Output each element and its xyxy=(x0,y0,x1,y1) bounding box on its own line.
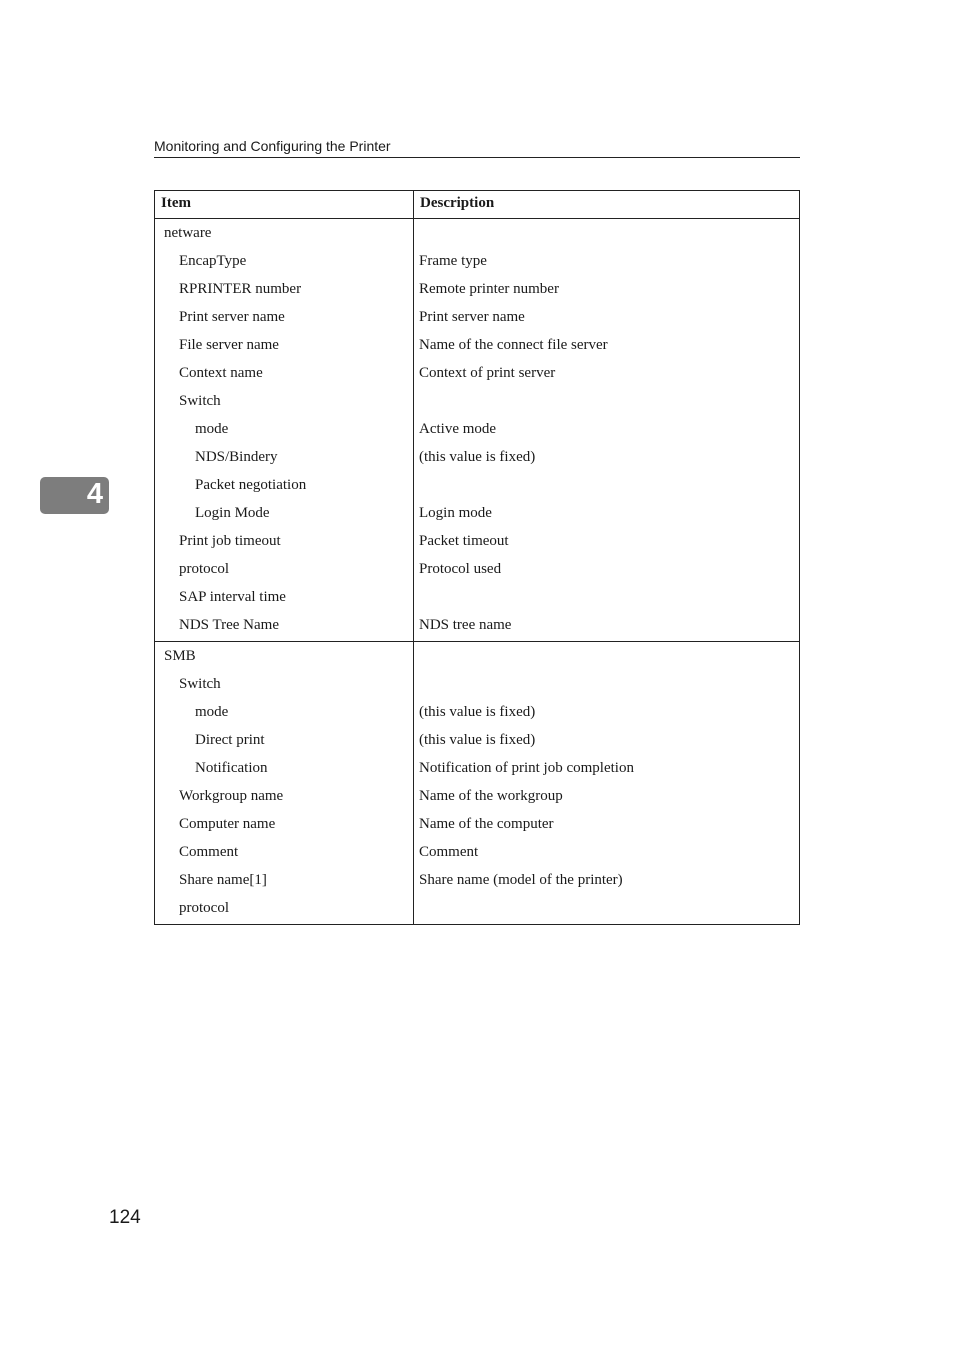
description-column xyxy=(414,642,799,924)
item-cell: File server name xyxy=(179,337,279,353)
description-column xyxy=(414,219,799,641)
description-cell: (this value is fixed) xyxy=(419,732,536,748)
description-cell: Comment xyxy=(419,844,479,860)
description-cell: Remote printer number xyxy=(419,281,559,297)
item-cell: SMB xyxy=(164,648,196,664)
settings-table xyxy=(154,190,800,925)
running-header: Monitoring and Configuring the Printer xyxy=(154,138,800,158)
description-cell: (this value is fixed) xyxy=(419,449,536,465)
table-section xyxy=(155,219,799,641)
description-cell: Protocol used xyxy=(419,561,502,577)
page-number: 124 xyxy=(109,1207,141,1228)
item-cell: Context name xyxy=(179,365,263,381)
item-cell: Packet negotiation xyxy=(195,477,307,493)
item-cell: Computer name xyxy=(179,816,276,832)
description-cell: Login mode xyxy=(419,505,492,521)
description-cell: NDS tree name xyxy=(419,617,512,633)
item-cell: Switch xyxy=(179,676,221,692)
table-header-row xyxy=(155,191,799,219)
description-cell: Name of the connect file server xyxy=(419,337,608,353)
item-cell: SAP interval time xyxy=(179,589,286,605)
item-cell: NDS/Bindery xyxy=(195,449,278,465)
item-cell: Share name[1] xyxy=(179,872,267,888)
item-cell: netware xyxy=(164,225,212,241)
item-cell: protocol xyxy=(179,561,229,577)
chapter-number: 4 xyxy=(86,478,103,510)
item-cell: NDS Tree Name xyxy=(179,617,279,633)
column-header-description: Description xyxy=(420,195,495,211)
description-cell: Notification of print job completion xyxy=(419,760,634,776)
item-cell: Print job timeout xyxy=(179,533,281,549)
description-cell xyxy=(414,896,799,924)
table-section xyxy=(155,641,799,924)
description-cell xyxy=(414,221,799,249)
item-cell: EncapType xyxy=(179,253,247,269)
item-cell: Direct print xyxy=(195,732,265,748)
item-cell: protocol xyxy=(179,900,229,916)
item-cell: RPRINTER number xyxy=(179,281,302,297)
description-cell: Name of the computer xyxy=(419,816,554,832)
description-cell: Packet timeout xyxy=(419,533,509,549)
description-cell xyxy=(414,389,799,417)
description-cell: Context of print server xyxy=(419,365,556,381)
chapter-tab xyxy=(40,477,109,514)
item-cell: Workgroup name xyxy=(179,788,284,804)
description-cell xyxy=(414,672,799,700)
table-body xyxy=(155,219,799,924)
item-cell: Comment xyxy=(179,844,239,860)
item-column xyxy=(155,642,414,924)
item-cell: Notification xyxy=(195,760,268,776)
item-column xyxy=(155,219,414,641)
description-cell: (this value is fixed) xyxy=(419,704,536,720)
description-cell: Active mode xyxy=(419,421,497,437)
description-cell: Frame type xyxy=(419,253,487,269)
description-cell xyxy=(414,473,799,501)
column-header-item: Item xyxy=(155,191,414,218)
description-cell: Print server name xyxy=(419,309,525,325)
item-cell: mode xyxy=(195,704,229,720)
description-cell xyxy=(414,644,799,672)
description-cell xyxy=(414,585,799,613)
description-cell: Name of the workgroup xyxy=(419,788,563,804)
description-cell: Share name (model of the printer) xyxy=(419,872,623,888)
item-cell: Login Mode xyxy=(195,505,270,521)
item-cell: Switch xyxy=(179,393,221,409)
item-cell: mode xyxy=(195,421,229,437)
item-cell: Print server name xyxy=(179,309,285,325)
